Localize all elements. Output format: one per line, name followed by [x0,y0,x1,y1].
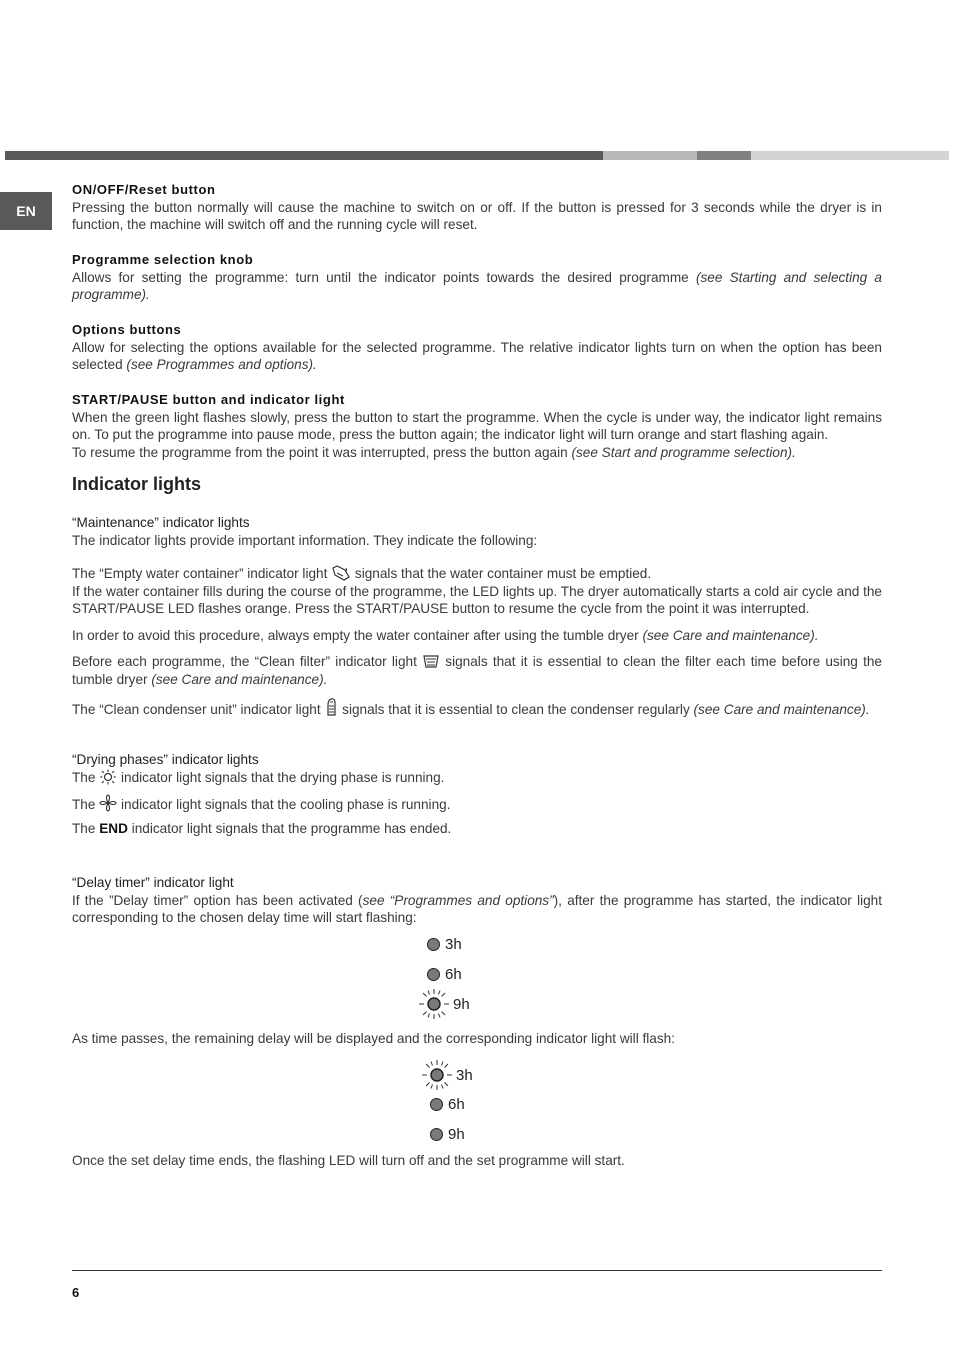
options-ref: (see Programmes and options). [126,357,317,372]
led-6h-second [430,1096,465,1113]
indicator-lights-title: Indicator lights [72,474,202,494]
options-text-body: Allow for selecting the options available for the selected programme. The relative indicator lights turn on when the option has been selected [72,339,882,372]
led-3h-first [427,936,462,953]
led-label: 3h [445,936,462,953]
knob-text [72,269,882,304]
water-text-a: The “Empty water container” indicator light [72,566,332,581]
maintenance-intro: The indicator lights provide important information. They indicate the following: [72,532,538,548]
page-number: 6 [72,1285,80,1300]
startpause-section [72,391,882,461]
filter-block [72,653,882,688]
end-label: END [99,821,128,836]
knob-title: Programme selection knob [72,252,254,267]
options-section [72,321,882,374]
condenser-text-b: signals that it is essential to clean the condenser regularly [338,702,694,717]
knob-text-body: Allows for setting the programme: turn until the indicator points towards the desired programme [72,269,696,285]
delay-heading: “Delay timer” indicator light [72,875,234,890]
clean-condenser-icon [324,697,338,717]
avoid-block [72,627,882,645]
header-bar-mid [697,151,751,160]
water-container-icon [331,565,351,581]
footer-divider [72,1270,882,1271]
led-indicator [430,1098,443,1111]
header-bar-pale [751,151,949,160]
water-line [72,565,882,583]
avoid-body: In order to avoid this procedure, always empty the water container after using the tumble dryer [72,628,643,643]
led-label: 6h [448,1096,465,1113]
delay-text-a: If the ”Delay timer” option has been activated ( [72,892,363,908]
onoff-section [72,181,882,234]
onoff-title: ON/OFF/Reset button [72,182,216,197]
led-label: 6h [445,966,462,983]
header-bar-light [603,151,697,160]
language-tab: EN [0,192,52,230]
startpause-text2 [72,444,882,462]
led-label: 9h [448,1126,465,1143]
drying-block [72,751,882,786]
led-6h-first [427,966,462,983]
condenser-ref: (see Care and maintenance). [693,702,870,717]
end-line [72,820,882,838]
delay-end-block [72,1152,882,1170]
filter-text-b: signals that it is essential to clean the filter each time before using the tumble dryer [72,654,882,687]
avoid-ref: (see Care and maintenance). [642,628,819,643]
drying-line [72,769,882,787]
delay-text-b: ), after the programme has started, the indicator light corresponding to the chosen delay time will start flashing: [72,892,883,925]
avoid-text [72,627,882,645]
drying-heading: “Drying phases” indicator lights [72,752,259,767]
knob-ref: (see Starting and selecting a programme). [72,269,882,302]
startpause-text2-body: To resume the programme from the point it was interrupted, press the button again [72,444,572,460]
end-block [72,820,882,838]
passes-block [72,1030,882,1048]
flashing-led-icon [420,1058,454,1092]
fan-icon [99,794,117,812]
delay-end-text: Once the set delay time ends, the flashing LED will turn off and the set programme will start. [72,1153,625,1168]
drying-text: indicator light signals that the drying phase is running. [117,769,445,785]
filter-text [72,653,882,688]
water-text-b: signals that the water container must be emptied. [351,566,652,581]
led-9h-second [430,1126,465,1143]
options-text [72,339,882,374]
led-indicator [427,938,440,951]
startpause-ref: (see Start and programme selection). [571,444,796,460]
led-9h-first-flashing [417,987,470,1021]
condenser-text [72,697,882,719]
sun-icon [99,769,117,785]
delay-text [72,892,882,927]
knob-section [72,251,882,304]
led-indicator [427,968,440,981]
startpause-text1: When the green light flashes slowly, press the button to start the programme. When the cycle is under way, the indicator light remains on. To put the programme into pause mode, press the button again; the indicator light will turn orange and start flashing again. [72,409,882,442]
header-bar-dark [5,151,603,160]
condenser-text-a: The “Clean condenser unit” indicator light [72,702,325,717]
cooling-block [72,794,882,814]
delay-block [72,874,882,927]
led-label: 9h [453,995,470,1013]
led-indicator [430,1128,443,1141]
cooling-the: The [72,797,96,812]
maintenance-heading: “Maintenance” indicator lights [72,515,250,530]
filter-ref: (see Care and maintenance). [151,671,328,687]
maintenance-heading-block [72,514,882,549]
drying-the: The [72,769,96,785]
water-container-block [72,565,882,618]
filter-text-a: Before each programme, the “Clean filter” indicator light [72,654,423,669]
passes-text: As time passes, the remaining delay will be displayed and the corresponding indicator light will flash: [72,1031,675,1046]
end-text: indicator light signals that the programme has ended. [127,821,452,836]
end-the: The [72,821,96,836]
clean-filter-icon [422,654,440,669]
flashing-led-icon [417,987,451,1021]
condenser-block [72,697,882,719]
cooling-line [72,794,882,814]
cooling-text: indicator light signals that the cooling phase is running. [117,797,451,812]
water-text-c: If the water container fills during the course of the programme, the LED lights up. The dryer automatically starts a cold air cycle and the START/PAUSE LED flashes orange. Press the START/PAUSE button to resume the cycle from the point it was interrupted. [72,583,882,616]
led-label: 3h [456,1066,473,1084]
options-title: Options buttons [72,322,182,337]
onoff-text: Pressing the button normally will cause the machine to switch on or off. If the button is pressed for 3 seconds while the dryer is in function, the machine will switch off and the running cycle will reset. [72,199,882,232]
led-3h-second-flashing [420,1058,473,1092]
delay-text-ref: see “Programmes and options” [362,892,554,908]
startpause-title: START/PAUSE button and indicator light [72,392,345,407]
